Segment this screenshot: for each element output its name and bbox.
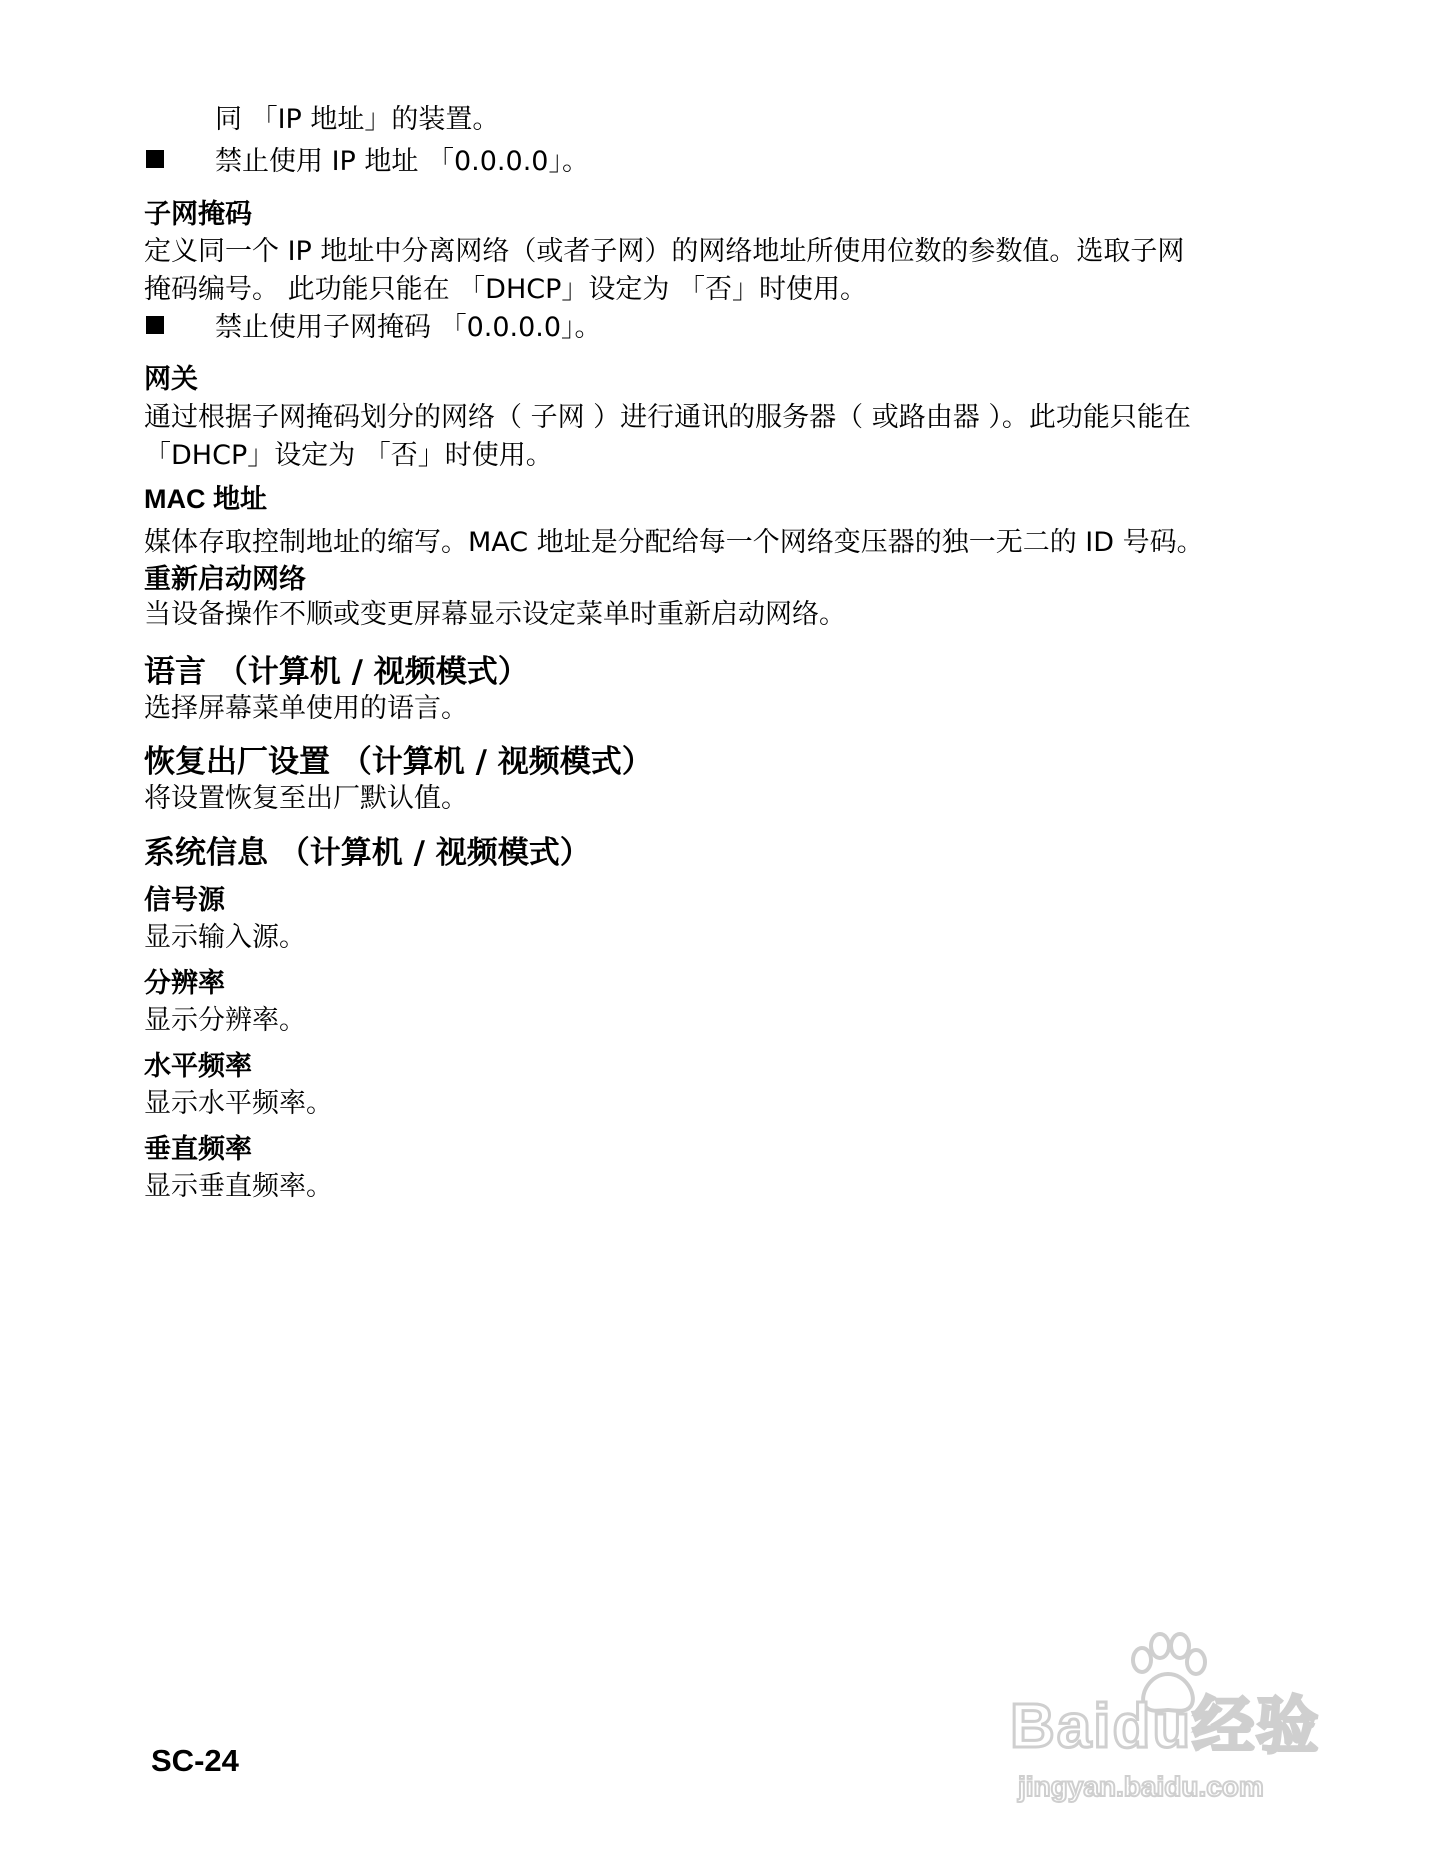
horizontal-frequency-description: 显示水平频率。 — [144, 1088, 333, 1119]
horizontal-frequency-heading: 水平频率 — [144, 1051, 252, 1082]
signal-source-heading: 信号源 — [144, 885, 225, 916]
subnet-mask-description-line2: 掩码编号。 此功能只能在 「DHCP」设定为 「否」时使用。 — [144, 274, 867, 305]
resolution-heading: 分辨率 — [144, 968, 225, 999]
factory-reset-description: 将设置恢复至出厂默认值。 — [144, 783, 468, 814]
language-description: 选择屏幕菜单使用的语言。 — [144, 693, 468, 724]
baidu-jingyan-watermark — [1010, 1630, 1370, 1820]
system-info-section-heading: 系统信息 （计算机 / 视频模式） — [144, 835, 591, 871]
mac-address-description: 媒体存取控制地址的缩写。MAC 地址是分配给每一个网络变压器的独一无二的 ID 号码。 — [144, 527, 1204, 558]
signal-source-description: 显示输入源。 — [144, 922, 306, 953]
restart-network-description: 当设备操作不顺或变更屏幕显示设定菜单时重新启动网络。 — [144, 599, 846, 630]
bullet-square-icon — [146, 150, 164, 168]
gateway-description-line1: 通过根据子网掩码划分的网络（ 子网 ）进行通讯的服务器（ 或路由器 ）。此功能只能在 — [144, 402, 1191, 433]
subnet-mask-description-line1: 定义同一个 IP 地址中分离网络（或者子网）的网络地址所使用位数的参数值。选取子网 — [144, 236, 1185, 267]
gateway-description-line2: 「DHCP」设定为 「否」时使用。 — [144, 440, 553, 471]
resolution-description: 显示分辨率。 — [144, 1005, 306, 1036]
vertical-frequency-description: 显示垂直频率。 — [144, 1171, 333, 1202]
gateway-heading: 网关 — [144, 364, 198, 395]
mac-address-heading: MAC 地址 — [144, 484, 267, 514]
page-number: SC-24 — [151, 1743, 239, 1778]
factory-reset-section-heading: 恢复出厂设置 （计算机 / 视频模式） — [144, 744, 653, 780]
subnet-mask-forbidden-note: 禁止使用子网掩码 「0.0.0.0」。 — [215, 312, 602, 343]
watermark-url-text: jingyan.baidu.com — [1018, 1771, 1264, 1802]
vertical-frequency-heading: 垂直频率 — [144, 1134, 252, 1165]
watermark-brand-text: Baidu经验 — [1010, 1692, 1321, 1761]
ip-forbidden-note: 禁止使用 IP 地址 「0.0.0.0」。 — [215, 146, 589, 177]
restart-network-heading: 重新启动网络 — [144, 564, 306, 595]
bullet-square-icon — [146, 316, 164, 334]
ip-continuation-text: 同 「IP 地址」的装置。 — [215, 104, 500, 135]
subnet-mask-heading: 子网掩码 — [144, 199, 252, 230]
language-section-heading: 语言 （计算机 / 视频模式） — [144, 654, 529, 690]
